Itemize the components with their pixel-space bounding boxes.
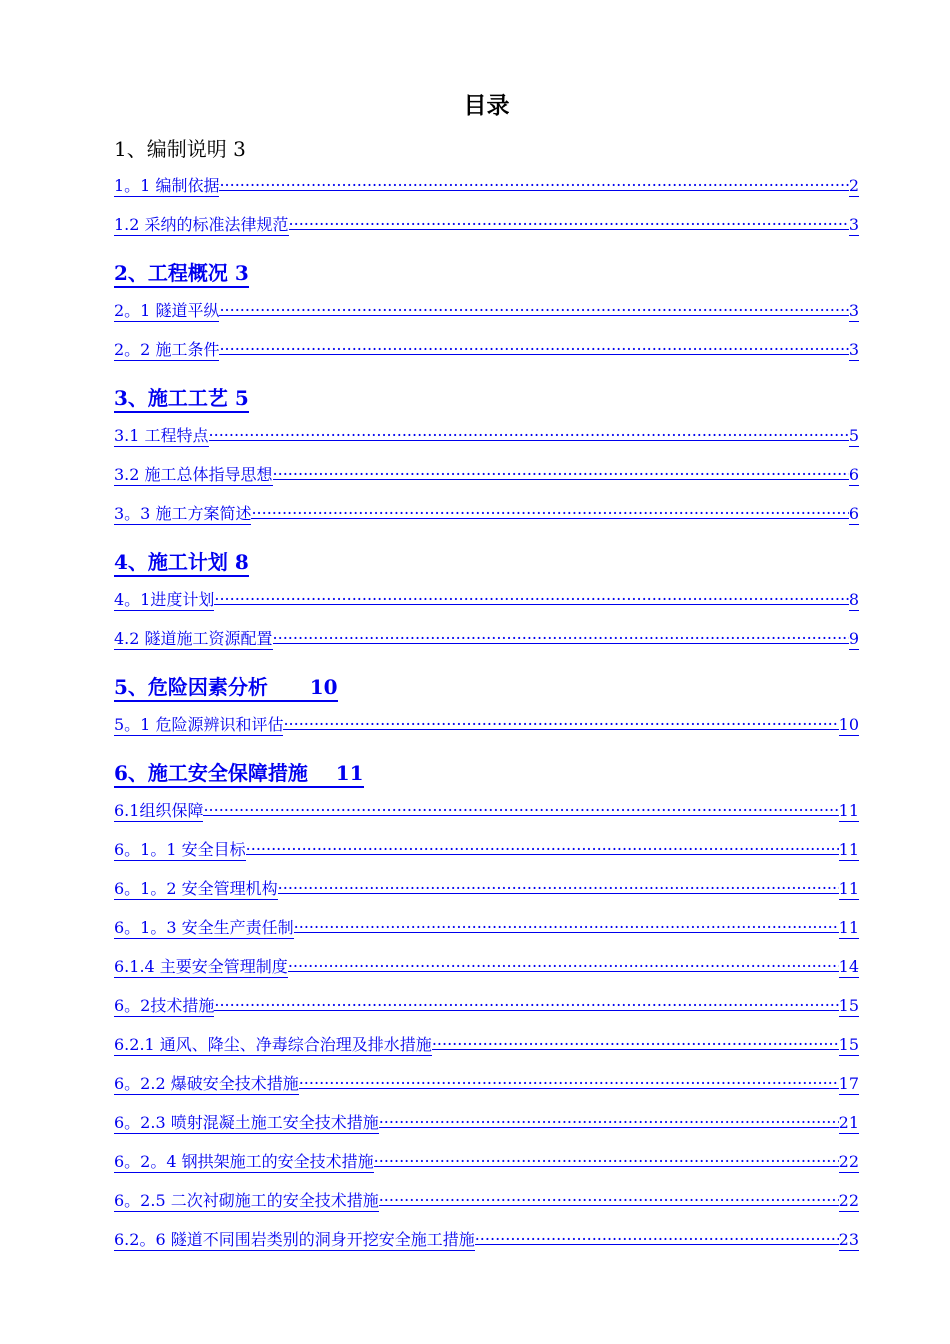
- toc-leader-dots: [432, 1033, 839, 1050]
- toc-leader-dots: [475, 1228, 839, 1245]
- toc-entry-label: 6.2.1 通风、降尘、净毒综合治理及排水措施: [114, 1035, 432, 1054]
- toc-leader-dots: [209, 424, 849, 441]
- toc-leader-dots: [203, 799, 838, 816]
- toc-page-number: 23: [838, 1230, 859, 1249]
- toc-leader-dots: [278, 877, 839, 894]
- toc-entry-5-1[interactable]: [114, 713, 859, 735]
- toc-entry-6-1-1[interactable]: [114, 838, 859, 860]
- toc-page-number: 9: [848, 629, 859, 648]
- toc-entry-label: 6。2.2 爆破安全技术措施: [114, 1074, 299, 1093]
- toc-leader-dots: [288, 955, 839, 972]
- toc-entry-label: 3.1 工程特点: [114, 426, 209, 445]
- toc-page-number: 3: [848, 301, 859, 320]
- toc-entry-label: 6.1.4 主要安全管理制度: [114, 957, 288, 976]
- toc-entry-4-1[interactable]: [114, 588, 859, 610]
- toc-entry-6-1-4[interactable]: [114, 955, 859, 977]
- toc-entry-6-2[interactable]: [114, 994, 859, 1016]
- toc-chapter-3[interactable]: [114, 385, 859, 413]
- toc-entry-label: 2、工程概况 3: [114, 260, 249, 288]
- toc-chapter-2[interactable]: [114, 260, 859, 288]
- toc-entry-label: 5。1 危险源辨识和评估: [114, 715, 284, 734]
- toc-entry-label: 3。3 施工方案简述: [114, 504, 252, 523]
- toc-leader-dots: [379, 1111, 839, 1128]
- toc-leader-dots: [273, 463, 849, 480]
- toc-entry-label: 6.1组织保障: [114, 801, 204, 820]
- toc-page-number: 5: [848, 426, 859, 445]
- toc-page-number: 14: [838, 957, 859, 976]
- toc-entry-6-2-5[interactable]: [114, 1189, 859, 1211]
- toc-page-number: 11: [838, 918, 859, 937]
- toc-entry-6-2-4[interactable]: [114, 1150, 859, 1172]
- toc-entry-label: 1.2 采纳的标准法律规范: [114, 215, 289, 234]
- toc-entry-3-2[interactable]: [114, 463, 859, 485]
- toc-leader-dots: [219, 338, 848, 355]
- toc-leader-dots: [246, 838, 839, 855]
- toc-entry-label: 6。2.5 二次衬砌施工的安全技术措施: [114, 1191, 379, 1210]
- toc-page-number: 6: [848, 504, 859, 523]
- toc-page-number: 3: [848, 215, 859, 234]
- toc-leader-dots: [273, 627, 849, 644]
- toc-page-number: 11: [838, 879, 859, 898]
- toc-entry-label: 6。2。4 钢拱架施工的安全技术措施: [114, 1152, 374, 1171]
- toc-entry-3-1[interactable]: [114, 424, 859, 446]
- toc-leader-dots: [294, 916, 839, 933]
- toc-entry-label: 4.2 隧道施工资源配置: [114, 629, 273, 648]
- toc-page-number: 21: [838, 1113, 859, 1132]
- toc-leader-dots: [219, 299, 848, 316]
- toc-entry-label: 1、编制说明 3: [114, 137, 246, 161]
- toc-entry-label: 6、施工安全保障措施 11: [114, 760, 364, 788]
- toc-chapter-1: [114, 136, 859, 164]
- toc-entry-label: 2。2 施工条件: [114, 340, 220, 359]
- toc-entry-label: 6。2.3 喷射混凝土施工安全技术措施: [114, 1113, 379, 1132]
- toc-page-number: 2: [848, 176, 859, 195]
- toc-entry-label: 1。1 编制依据: [114, 176, 220, 195]
- toc-entry-2-1[interactable]: [114, 299, 859, 321]
- toc-entry-2-2[interactable]: [114, 338, 859, 360]
- toc-entry-1-2[interactable]: [114, 213, 859, 235]
- toc-leader-dots: [374, 1150, 839, 1167]
- toc-leader-dots: [379, 1189, 839, 1206]
- toc-entry-label: 5、危险因素分析 10: [114, 674, 338, 702]
- toc-entry-label: 6。1。3 安全生产责任制: [114, 918, 294, 937]
- toc-page-number: 6: [848, 465, 859, 484]
- toc-leader-dots: [299, 1072, 839, 1089]
- toc-entry-3-3[interactable]: [114, 502, 859, 524]
- toc-entry-1-1[interactable]: [114, 174, 859, 196]
- toc-leader-dots: [283, 713, 838, 730]
- toc-entry-label: 6。2技术措施: [114, 996, 215, 1015]
- toc-page-number: 15: [838, 996, 859, 1015]
- toc-page-number: 8: [848, 590, 859, 609]
- toc-page-number: 10: [838, 715, 859, 734]
- toc-entry-6-2-2[interactable]: [114, 1072, 859, 1094]
- toc-leader-dots: [214, 588, 848, 605]
- toc-entry-label: 4。1进度计划: [114, 590, 215, 609]
- toc-entry-6-2-3[interactable]: [114, 1111, 859, 1133]
- toc-chapter-4[interactable]: [114, 549, 859, 577]
- toc-chapter-5[interactable]: [114, 674, 859, 702]
- toc-entry-label: 3.2 施工总体指导思想: [114, 465, 273, 484]
- toc-entry-6-2-6[interactable]: [114, 1228, 859, 1250]
- toc-leader-dots: [289, 213, 849, 230]
- toc-entry-6-2-1[interactable]: [114, 1033, 859, 1055]
- toc-page-number: 22: [838, 1152, 859, 1171]
- toc-entry-label: 4、施工计划 8: [114, 549, 249, 577]
- toc-leader-dots: [219, 174, 848, 191]
- toc-entry-label: 3、施工工艺 5: [114, 385, 249, 413]
- toc-entry-6-1-2[interactable]: [114, 877, 859, 899]
- toc-leader-dots: [251, 502, 848, 519]
- toc-page-number: 11: [838, 801, 859, 820]
- toc-entry-6-1-3[interactable]: [114, 916, 859, 938]
- toc-entry-6-1[interactable]: [114, 799, 859, 821]
- toc-page-number: 3: [848, 340, 859, 359]
- toc-page-number: 15: [838, 1035, 859, 1054]
- toc-page-number: 22: [838, 1191, 859, 1210]
- toc-entry-label: 6。1。2 安全管理机构: [114, 879, 278, 898]
- toc-chapter-6[interactable]: [114, 760, 859, 788]
- toc-entry-label: 6。1。1 安全目标: [114, 840, 246, 859]
- toc-leader-dots: [214, 994, 838, 1011]
- toc-entry-label: 2。1 隧道平纵: [114, 301, 220, 320]
- toc-page-number: 17: [838, 1074, 859, 1093]
- toc-title: 目录: [463, 92, 510, 119]
- toc-page-number: 11: [838, 840, 859, 859]
- toc-entry-label: 6.2。6 隧道不同围岩类别的洞身开挖安全施工措施: [114, 1230, 475, 1249]
- toc-entry-4-2[interactable]: [114, 627, 859, 649]
